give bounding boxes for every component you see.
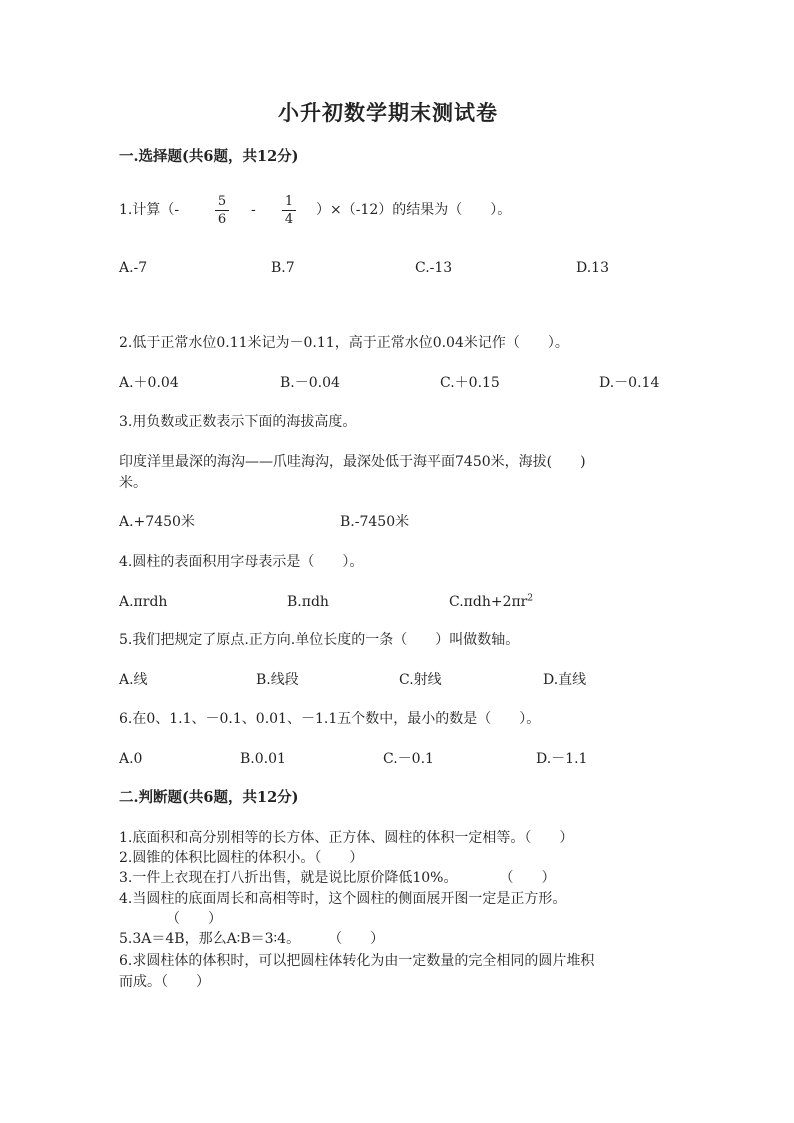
- q6-option-d: D.－1.1: [536, 751, 588, 767]
- judgement-line-6-cont: 而成。（ ）: [119, 974, 210, 990]
- judgement-line-6: 6.求圆柱体的体积时，可以把圆柱体转化为由一定数量的完全相同的圆片堆积: [119, 953, 595, 969]
- q2-option-c: C.＋0.15: [440, 375, 500, 391]
- q1-option-a: A.-7: [119, 260, 148, 276]
- q5-option-a: A.线: [119, 672, 148, 688]
- section2-header: 二.判断题(共6题，共12分): [119, 789, 299, 806]
- judgement-line-2: 2.圆锥的体积比圆柱的体积小。（ ）: [119, 850, 364, 866]
- q4-option-c-text: C.πdh+2πr: [449, 594, 528, 610]
- q4-text: 4.圆柱的表面积用字母表示是（ ）。: [119, 554, 364, 570]
- q1-minus: -: [251, 202, 256, 218]
- q2-option-b: B.－0.04: [280, 375, 340, 391]
- q1-fraction-2: [280, 193, 298, 228]
- q4-option-a: A.πrdh: [119, 594, 168, 610]
- q5-option-b: B.线段: [256, 672, 299, 688]
- q1-frac2-numerator: 1: [284, 194, 294, 209]
- q3-option-a: A.+7450米: [119, 514, 195, 530]
- judgement-line-5: 5.3A＝4B，那么A∶B＝3∶4。 （ ）: [119, 931, 385, 947]
- q4-option-b: B.πdh: [287, 594, 329, 610]
- q5-text: 5.我们把规定了原点.正方向.单位长度的一条（ ）叫做数轴。: [119, 632, 520, 648]
- q5-option-d: D.直线: [543, 672, 587, 688]
- q1-prefix: 1.计算（-: [119, 202, 180, 218]
- q1-frac2-denominator: 4: [284, 212, 294, 227]
- q2-option-d: D.－0.14: [599, 375, 660, 391]
- q3-line-3: 米。: [119, 475, 147, 491]
- q2-option-a: A.＋0.04: [119, 375, 179, 391]
- q3-text: 3.用负数或正数表示下面的海拔高度。: [119, 414, 357, 430]
- q6-option-c: C.－0.1: [383, 751, 434, 767]
- q1-option-d: D.13: [576, 260, 609, 276]
- judgement-line-3: 3.一件上衣现在打八折出售，就是说比原价降低10%。 （ ）: [119, 870, 556, 886]
- judgement-line-1: 1.底面积和高分别相等的长方体、正方体、圆柱的体积一定相等。（ ）: [119, 830, 574, 846]
- q1-suffix: ）×（-12）的结果为（ ）。: [316, 202, 512, 218]
- q1-option-b: B.7: [271, 260, 295, 276]
- q5-option-c: C.射线: [399, 672, 442, 688]
- q3-option-b: B.-7450米: [340, 514, 410, 530]
- q1-frac1-denominator: 6: [217, 212, 227, 227]
- q1-frac1-numerator: 5: [217, 194, 227, 209]
- q4-option-c: [449, 595, 533, 609]
- q2-text: 2.低于正常水位0.11米记为－0.11，高于正常水位0.04米记作（ ）。: [119, 335, 569, 351]
- q6-option-b: B.0.01: [240, 751, 286, 767]
- judgement-line-4-blank: （ ）: [166, 911, 222, 927]
- page-title: 小升初数学期末测试卷: [278, 100, 498, 125]
- q1-fraction-1: [213, 193, 231, 228]
- judgement-line-4: 4.当圆柱的底面周长和高相等时，这个圆柱的侧面展开图一定是正方形。: [119, 891, 567, 907]
- q6-text: 6.在0、1.1、－0.1、0.01、－1.1五个数中，最小的数是（ ）。: [119, 711, 541, 727]
- q3-line-2: 印度洋里最深的海沟——爪哇海沟，最深处低于海平面7450米，海拔( ): [119, 454, 586, 470]
- section1-header: 一.选择题(共6题，共12分): [119, 148, 299, 165]
- q4-option-c-exponent: 2: [527, 593, 534, 604]
- q1-option-c: C.-13: [415, 260, 453, 276]
- q6-option-a: A.0: [119, 751, 143, 767]
